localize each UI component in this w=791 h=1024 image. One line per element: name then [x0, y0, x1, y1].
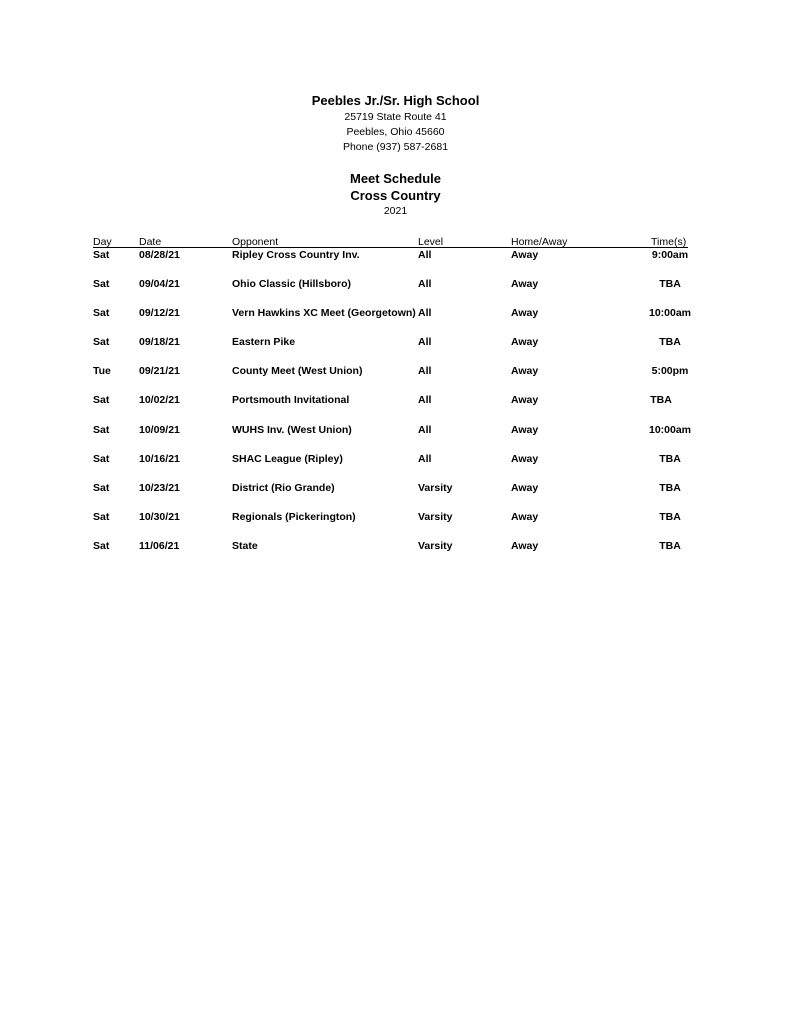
- cell-date: 09/21/21: [139, 365, 180, 378]
- cell-time: TBA: [659, 278, 681, 291]
- cell-level: Varsity: [418, 481, 453, 494]
- cell-home-away: Away: [511, 336, 539, 349]
- cell-date: 11/06/21: [139, 539, 180, 552]
- cell-opponent: SHAC League (Ripley): [232, 452, 343, 465]
- cell-time: 9:00am: [651, 249, 689, 261]
- header-home-away: Home/Away: [511, 236, 568, 248]
- table-row: [0, 277, 791, 306]
- cell-time: 10:00am: [648, 307, 692, 320]
- cell-level: All: [418, 278, 432, 291]
- table-row: [0, 335, 791, 364]
- cell-level: All: [418, 365, 432, 378]
- school-phone: Phone (937) 587-2681: [342, 141, 449, 153]
- cell-opponent: State: [232, 539, 258, 552]
- cell-date: 10/30/21: [139, 510, 180, 523]
- cell-day: Sat: [93, 249, 110, 261]
- table-row: [0, 539, 791, 568]
- header-date: Date: [139, 236, 162, 248]
- cell-home-away: Away: [511, 510, 539, 523]
- cell-home-away: Away: [511, 452, 539, 465]
- cell-home-away: Away: [511, 307, 539, 320]
- header-opponent: Opponent: [232, 236, 279, 248]
- cell-day: Sat: [93, 336, 110, 349]
- cell-opponent: County Meet (West Union): [232, 365, 363, 378]
- cell-date: 10/23/21: [139, 481, 180, 494]
- cell-date: 10/02/21: [139, 394, 180, 407]
- cell-home-away: Away: [511, 423, 539, 436]
- table-row: [0, 452, 791, 481]
- cell-date: 10/16/21: [139, 452, 180, 465]
- table-row: [0, 393, 791, 422]
- table-row: [0, 481, 791, 510]
- cell-opponent: WUHS Inv. (West Union): [232, 423, 352, 436]
- cell-time: 5:00pm: [651, 365, 689, 378]
- cell-day: Sat: [93, 278, 110, 291]
- cell-opponent: Regionals (Pickerington): [232, 510, 356, 523]
- school-header: [0, 92, 791, 155]
- cell-date: 09/18/21: [139, 336, 180, 349]
- school-city: Peebles, Ohio 45660: [346, 126, 445, 138]
- cell-day: Sat: [93, 539, 110, 552]
- table-row: [0, 248, 791, 277]
- cell-level: All: [418, 452, 432, 465]
- school-name: Peebles Jr./Sr. High School: [311, 93, 480, 108]
- cell-level: Varsity: [418, 539, 453, 552]
- cell-home-away: Away: [511, 481, 539, 494]
- cell-level: All: [418, 423, 432, 436]
- cell-date: 08/28/21: [139, 249, 180, 261]
- cell-time: TBA: [659, 510, 681, 523]
- cell-date: 09/12/21: [139, 307, 180, 320]
- schedule-heading: [0, 170, 791, 219]
- cell-opponent: Vern Hawkins XC Meet (Georgetown): [232, 307, 416, 320]
- cell-home-away: Away: [511, 539, 539, 552]
- table-row: [0, 306, 791, 335]
- cell-time: TBA: [659, 452, 681, 465]
- cell-time: TBA: [650, 394, 672, 407]
- cell-level: All: [418, 394, 432, 407]
- cell-day: Sat: [93, 510, 110, 523]
- cell-date: 10/09/21: [139, 423, 180, 436]
- cell-day: Sat: [93, 307, 110, 320]
- cell-opponent: District (Rio Grande): [232, 481, 335, 494]
- cell-time: TBA: [659, 539, 681, 552]
- school-street: 25719 State Route 41: [344, 111, 447, 123]
- schedule-table: [0, 236, 791, 568]
- cell-day: Sat: [93, 394, 110, 407]
- cell-home-away: Away: [511, 278, 539, 291]
- cell-time: 10:00am: [648, 423, 692, 436]
- cell-level: All: [418, 249, 432, 261]
- cell-level: Varsity: [418, 510, 453, 523]
- cell-day: Sat: [93, 481, 110, 494]
- cell-opponent: Ripley Cross Country Inv.: [232, 249, 360, 261]
- table-row: [0, 510, 791, 539]
- table-body: [0, 248, 791, 568]
- schedule-title: Meet Schedule: [349, 171, 442, 186]
- cell-date: 09/04/21: [139, 278, 180, 291]
- cell-opponent: Portsmouth Invitational: [232, 394, 350, 407]
- table-header-row: [0, 236, 791, 248]
- cell-level: All: [418, 307, 432, 320]
- cell-day: Sat: [93, 423, 110, 436]
- cell-level: All: [418, 336, 432, 349]
- cell-opponent: Eastern Pike: [232, 336, 296, 349]
- header-day: Day: [93, 236, 112, 248]
- cell-home-away: Away: [511, 249, 539, 261]
- cell-home-away: Away: [511, 394, 539, 407]
- cell-opponent: Ohio Classic (Hillsboro): [232, 278, 352, 291]
- schedule-year: 2021: [383, 205, 408, 217]
- cell-day: Tue: [93, 365, 111, 378]
- table-row: [0, 423, 791, 452]
- cell-home-away: Away: [511, 365, 539, 378]
- header-level: Level: [418, 236, 444, 248]
- cell-time: TBA: [659, 336, 681, 349]
- header-time: Time(s): [651, 236, 687, 248]
- table-row: [0, 364, 791, 393]
- cell-day: Sat: [93, 452, 110, 465]
- schedule-sport: Cross Country: [350, 188, 441, 203]
- cell-time: TBA: [659, 481, 681, 494]
